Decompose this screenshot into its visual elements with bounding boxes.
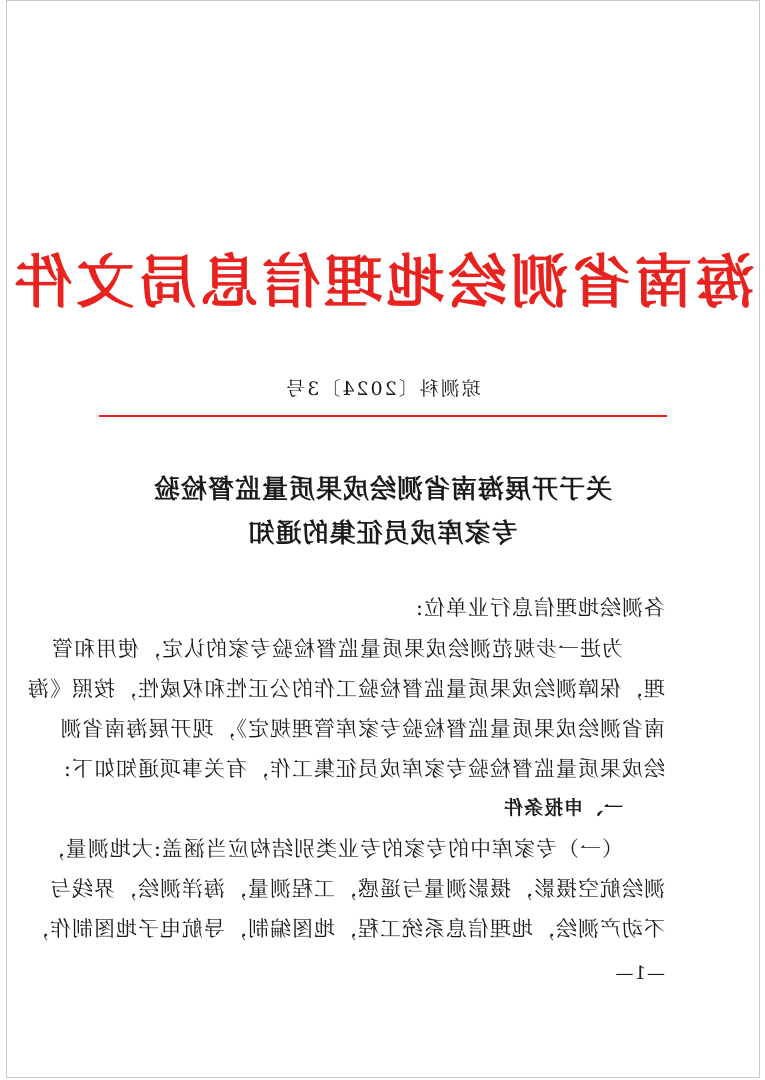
paragraph-line: 为进一步规范测绘成果质量监督检验专家的认定，使用和管 bbox=[51, 637, 623, 661]
document-title-line-1: 关于开展海南省测绘成果质量监督检验 bbox=[153, 475, 613, 505]
paragraph-line: 测绘航空摄影，摄影测量与遥感，工程测量，海洋测绘，界线与 bbox=[49, 877, 665, 901]
document-number: 琼测科〔2024〕3号 bbox=[284, 378, 481, 400]
document-title-line-2: 专家库成员征集的通知 bbox=[247, 519, 518, 549]
section-heading: 一、申报条件 bbox=[502, 797, 623, 819]
paragraph-line: （一）专家库中的专家的专业类别结构应当涵盖:大地测量， bbox=[42, 837, 623, 861]
paragraph-line: 南省测绘成果质量监督检验专家库管理规定》，现开展海南省测 bbox=[59, 717, 665, 741]
salutation: 各测绘地理信息行业单位: bbox=[414, 596, 665, 620]
paragraph-line: 绘成果质量监督检验专家库成员征集工作，有关事项通知如下: bbox=[62, 757, 665, 781]
paragraph-line: 理，保障测绘成果质量监督检验工作的公正性和权威性，按照《海 bbox=[27, 677, 665, 701]
agency-header-title: 海南省测绘地理信息局文件 bbox=[10, 248, 755, 316]
paragraph-line: 不动产测绘，地理信息系统工程，地图编制，导航电子地图制作， bbox=[27, 917, 665, 941]
red-divider-rule bbox=[99, 415, 667, 417]
page-number: —1— bbox=[614, 963, 665, 984]
